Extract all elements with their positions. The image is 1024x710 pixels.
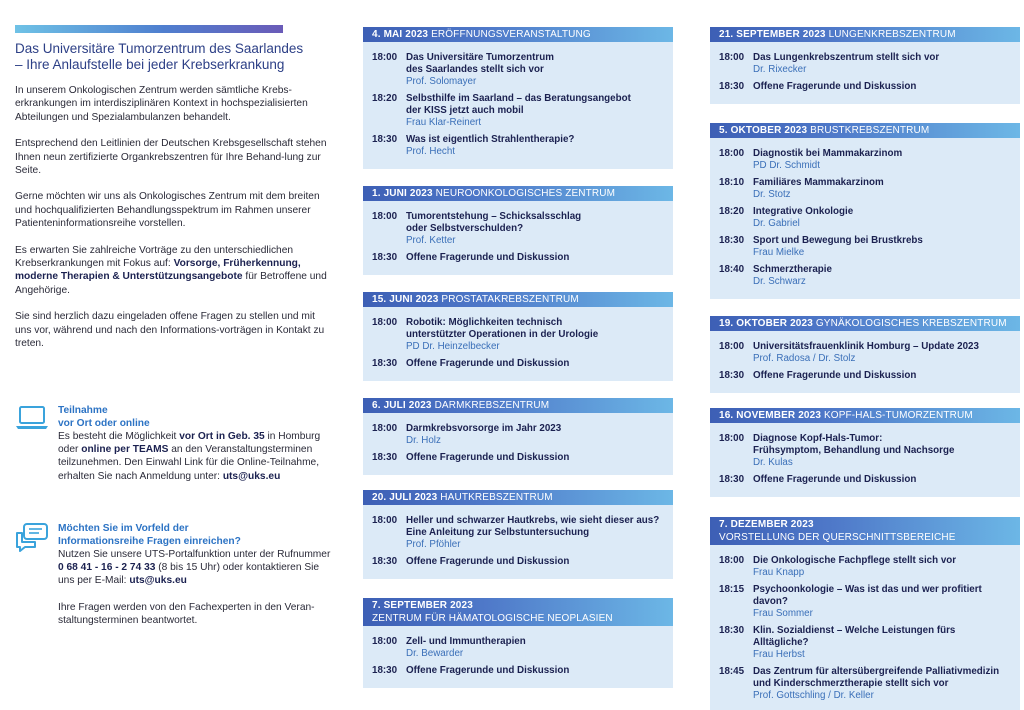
event-items — [363, 626, 673, 677]
event-item — [719, 206, 1012, 230]
event-speaker: Prof. Gottschling / Dr. Keller — [753, 690, 874, 701]
event-item — [719, 235, 1012, 259]
event-box — [710, 408, 1020, 497]
event-time: 18:30 — [719, 81, 745, 92]
event-title: Offene Fragerunde und Diskussion — [406, 252, 570, 263]
event-speaker: Dr. Rixecker — [753, 64, 807, 75]
event-date: 7. DEZEMBER 2023 — [719, 519, 814, 530]
event-item-body — [753, 148, 1012, 172]
event-item-body — [406, 211, 665, 247]
accent-bar — [15, 25, 283, 33]
event-box — [363, 27, 673, 169]
event-speaker: Prof. Pföhler — [406, 539, 461, 550]
event-title: Integrative Onkologie — [753, 206, 854, 217]
event-header — [710, 316, 1020, 331]
event-title: Offene Fragerunde und Diskussion — [406, 452, 570, 463]
event-items — [710, 138, 1020, 288]
event-title: Universitätsfrauenklinik Homburg – Update 2023 — [753, 341, 979, 352]
event-speaker: Dr. Holz — [406, 435, 441, 446]
event-topic: KOPF-HALS-TUMORZENTRUM — [823, 410, 973, 421]
event-box — [710, 517, 1020, 710]
event-item — [372, 636, 665, 660]
event-item — [719, 52, 1012, 76]
intro-title — [15, 41, 333, 73]
event-item-body — [406, 52, 665, 88]
participation-bold-2: online per TEAMS — [81, 444, 169, 456]
event-title: Offene Fragerunde und Diskussion — [406, 358, 570, 369]
event-item-body — [406, 556, 665, 568]
event-items — [363, 413, 673, 464]
event-item-body — [753, 264, 1012, 288]
event-item-body — [406, 636, 665, 660]
event-title: Zell- und Immuntherapien — [406, 636, 526, 647]
event-item — [719, 148, 1012, 172]
event-item — [372, 515, 665, 551]
event-item — [719, 625, 1012, 661]
event-title: Sport und Bewegung bei Brustkrebs — [753, 235, 923, 246]
event-item — [719, 666, 1012, 702]
event-time: 18:30 — [372, 252, 398, 263]
event-speaker: Prof. Solomayer — [406, 76, 477, 87]
intro-paragraph-2: Entsprechend den Leitlinien der Deutschen Krebsgesellschaft stehen Ihnen neun zertifizierte Organkrebszentren für Ihre Behand-lung zur Seite. — [15, 138, 327, 177]
event-title: Das Zentrum für altersübergreifende Palliativmedizin und Kinderschmerztherapie stellt sich vor — [753, 666, 1000, 689]
event-time: 18:30 — [372, 358, 398, 369]
event-box — [363, 186, 673, 275]
event-title: Klin. Sozialdienst – Welche Leistungen fürs Alltägliche? — [753, 625, 956, 648]
event-time: 18:40 — [719, 264, 745, 275]
event-item — [372, 134, 665, 158]
event-header — [363, 27, 673, 42]
event-item-body — [753, 666, 1012, 702]
event-item-body — [406, 423, 665, 447]
event-item — [372, 252, 665, 264]
event-box — [710, 123, 1020, 299]
event-item-body — [753, 625, 1012, 661]
event-item — [719, 584, 1012, 620]
event-title: Heller und schwarzer Hautkrebs, wie sieht dieser aus? Eine Anleitung zur Selbstuntersuchung — [406, 515, 660, 538]
event-item — [372, 452, 665, 464]
event-date: 20. JULI 2023 — [372, 492, 438, 503]
event-topic: LUNGENKREBSZENTRUM — [828, 29, 956, 40]
event-box — [710, 27, 1020, 104]
event-title: Tumorentstehung – Schicksalsschlag oder Selbstverschulden? — [406, 211, 582, 234]
event-speaker: Prof. Ketter — [406, 235, 456, 246]
event-topic: BRUSTKREBSZENTRUM — [810, 125, 930, 136]
event-item — [372, 665, 665, 677]
event-box — [363, 598, 673, 688]
event-time: 18:30 — [372, 452, 398, 463]
event-item-body — [406, 452, 665, 464]
event-time: 18:00 — [372, 515, 398, 526]
event-time: 18:30 — [372, 556, 398, 567]
event-speaker: Dr. Gabriel — [753, 218, 800, 229]
event-time: 18:00 — [372, 636, 398, 647]
event-date: 15. JUNI 2023 — [372, 294, 439, 305]
event-time: 18:00 — [372, 211, 398, 222]
event-box — [363, 398, 673, 475]
event-header — [363, 292, 673, 307]
event-title: Familiäres Mammakarzinom — [753, 177, 884, 188]
event-header — [710, 123, 1020, 138]
intro-p4-text-end: für Betroffene und Angehörige. — [15, 271, 327, 296]
intro-paragraph-4 — [15, 244, 333, 298]
event-time: 18:00 — [372, 52, 398, 63]
event-item — [372, 52, 665, 88]
participation-text — [58, 430, 333, 483]
questions-note: Ihre Fragen werden von den Fachexperten in den Veran-staltungsterminen beantwortet. — [58, 601, 315, 626]
laptop-icon — [15, 405, 49, 431]
event-time: 18:30 — [372, 665, 398, 676]
questions-text-1: Nutzen Sie unsere UTS-Portalfunktion unter der Rufnummer — [58, 549, 331, 560]
event-item-body — [753, 555, 1012, 579]
event-topic: HAUTKREBSZENTRUM — [440, 492, 553, 503]
questions-title-line-2: Informationsreihe Fragen einreichen? — [58, 535, 241, 547]
intro-paragraph-5: Sie sind herzlich dazu eingeladen offene Fragen zu stellen und mit uns vor, während und nach den Informations-vorträgen in Kontakt zu treten. — [15, 311, 325, 350]
questions-block — [15, 523, 333, 627]
participation-text-1: Es besteht die Möglichkeit — [58, 431, 180, 442]
event-header — [363, 490, 673, 505]
event-time: 18:15 — [719, 584, 745, 595]
event-speaker: Dr. Bewarder — [406, 648, 464, 659]
questions-title-line-1: Möchten Sie im Vorfeld der — [58, 523, 189, 534]
participation-title — [58, 405, 333, 430]
event-title: Offene Fragerunde und Diskussion — [753, 370, 917, 381]
intro-paragraph-1: In unserem Onkologischen Zentrum werden sämtliche Krebs-erkrankungen im interdisziplinären Kontext in hochspezialisierten Abteilungen und Spezialambulanzen behandelt. — [15, 85, 308, 123]
event-date: 16. NOVEMBER 2023 — [719, 410, 822, 421]
event-item — [372, 317, 665, 353]
event-items — [710, 423, 1020, 486]
event-header — [363, 186, 673, 201]
event-header — [710, 408, 1020, 423]
event-title: Offene Fragerunde und Diskussion — [406, 665, 570, 676]
event-date: 21. SEPTEMBER 2023 — [719, 29, 826, 40]
event-time: 18:00 — [719, 341, 745, 352]
event-item — [372, 93, 665, 129]
event-title: Offene Fragerunde und Diskussion — [406, 556, 570, 567]
event-time: 18:30 — [719, 370, 745, 381]
event-speaker: Dr. Kulas — [753, 457, 793, 468]
event-item-body — [753, 52, 1012, 76]
chat-bubbles-icon — [15, 523, 49, 549]
event-topic: ERÖFFNUNGSVERANSTALTUNG — [431, 29, 591, 40]
event-header — [710, 27, 1020, 42]
event-date: 5. OKTOBER 2023 — [719, 125, 808, 136]
event-title: Darmkrebsvorsorge im Jahr 2023 — [406, 423, 562, 434]
event-title: Das Universitäre Tumorzentrum des Saarlandes stellt sich vor — [406, 52, 554, 75]
event-item-body — [753, 584, 1012, 620]
event-title: Psychoonkologie – Was ist das und wer profitiert davon? — [753, 584, 982, 607]
event-box — [710, 316, 1020, 393]
event-item-body — [753, 370, 1012, 382]
event-speaker: Frau Klar-Reinert — [406, 117, 482, 128]
event-date: 7. SEPTEMBER 2023 — [372, 600, 473, 611]
event-item — [719, 81, 1012, 93]
event-title: Offene Fragerunde und Diskussion — [753, 474, 917, 485]
event-topic: VORSTELLUNG DER QUERSCHNITTSBEREICHE — [719, 531, 956, 543]
event-item — [719, 341, 1012, 365]
event-item-body — [406, 515, 665, 551]
event-item-body — [753, 177, 1012, 201]
intro-paragraph-3: Gerne möchten wir uns als Onkologisches Zentrum mit dem breiten und hochqualifizierten Behandlungsspektrum im Rahmen unserer Patienteninformationsreihe vorstellen. — [15, 191, 320, 230]
event-title: Offene Fragerunde und Diskussion — [753, 81, 917, 92]
event-item — [372, 358, 665, 370]
event-item-body — [753, 81, 1012, 93]
questions-text-2: (8 bis 15 Uhr) oder kontaktieren Sie uns per E-Mail: — [58, 562, 320, 587]
event-items — [363, 201, 673, 264]
intro-p4-text: Es erwarten Sie zahlreiche Vorträge zu den unterschiedlichen Krebserkrankungen mit Fokus auf: — [15, 244, 294, 270]
event-time: 18:30 — [372, 134, 398, 145]
event-title: Das Lungenkrebszentrum stellt sich vor — [753, 52, 940, 63]
event-speaker: PD Dr. Heinzelbecker — [406, 341, 500, 352]
event-time: 18:10 — [719, 177, 745, 188]
event-topic: ZENTRUM FÜR HÄMATOLOGISCHE NEOPLASIEN — [372, 612, 613, 624]
event-date: 19. OKTOBER 2023 — [719, 318, 813, 329]
participation-block — [15, 405, 333, 483]
event-time: 18:00 — [719, 148, 745, 159]
event-box — [363, 292, 673, 381]
event-title: Robotik: Möglichkeiten technisch unterstützter Operationen in der Urologie — [406, 317, 599, 340]
event-speaker: Dr. Schwarz — [753, 276, 806, 287]
event-item — [719, 555, 1012, 579]
participation-bold-1: vor Ort in Geb. 35 — [179, 431, 265, 442]
event-item-body — [753, 433, 1012, 469]
intro-title-line-2: – Ihre Anlaufstelle bei jeder Krebserkrankung — [15, 57, 285, 72]
event-speaker: Frau Herbst — [753, 649, 805, 660]
event-speaker: Dr. Stotz — [753, 189, 791, 200]
event-item-body — [406, 134, 665, 158]
event-item — [372, 556, 665, 568]
intro-title-line-1: Das Universitäre Tumorzentrum des Saarlandes — [15, 41, 304, 56]
event-time: 18:20 — [719, 206, 745, 217]
event-title: Was ist eigentlich Strahlentherapie? — [406, 134, 575, 145]
event-item — [719, 370, 1012, 382]
event-title: Die Onkologische Fachpflege stellt sich vor — [753, 555, 957, 566]
event-box — [363, 490, 673, 579]
event-speaker: PD Dr. Schmidt — [753, 160, 820, 171]
event-title: Selbsthilfe im Saarland – das Beratungsangebot der KISS jetzt auch mobil — [406, 93, 631, 116]
event-items — [363, 307, 673, 370]
event-items — [363, 505, 673, 568]
event-item-body — [406, 665, 665, 677]
questions-title — [58, 523, 333, 548]
event-item-body — [406, 252, 665, 264]
event-item-body — [406, 317, 665, 353]
event-item-body — [753, 474, 1012, 486]
event-time: 18:00 — [372, 423, 398, 434]
event-time: 18:00 — [719, 433, 745, 444]
event-item-body — [753, 206, 1012, 230]
event-header — [363, 398, 673, 413]
event-topic: NEUROONKOLOGISCHES ZENTRUM — [435, 188, 616, 199]
event-item — [719, 177, 1012, 201]
participation-text-3: an den Veranstaltungsterminen teilzunehmen. Den Einwahl Link für die Online-Teilnahme, erhalten Sie nach Anmeldung unter: — [58, 444, 320, 482]
event-speaker: Prof. Hecht — [406, 146, 456, 157]
event-date: 4. MAI 2023 — [372, 29, 429, 40]
event-time: 18:00 — [372, 317, 398, 328]
intro-p4-bold: Vorsorge, Früherkennung, moderne Therapien & Unterstützungsangebote — [15, 258, 301, 283]
event-time: 18:45 — [719, 666, 745, 677]
event-topic: PROSTATAKREBSZENTRUM — [441, 294, 579, 305]
event-speaker: Frau Mielke — [753, 247, 805, 258]
event-header — [363, 598, 673, 626]
event-time: 18:20 — [372, 93, 398, 104]
event-speaker: Frau Sommer — [753, 608, 813, 619]
participation-title-line-2: vor Ort oder online — [58, 417, 150, 429]
questions-text — [58, 548, 333, 588]
event-date: 1. JUNI 2023 — [372, 188, 433, 199]
event-title: Diagnostik bei Mammakarzinom — [753, 148, 903, 159]
intro-column — [15, 25, 333, 626]
participation-title-line-1: Teilnahme — [58, 405, 108, 416]
event-topic: DARMKREBSZENTRUM — [434, 400, 550, 411]
event-item-body — [406, 93, 665, 129]
event-item — [372, 211, 665, 247]
event-time: 18:00 — [719, 52, 745, 63]
event-date: 6. JULI 2023 — [372, 400, 432, 411]
event-title: Diagnose Kopf-Hals-Tumor: Frühsymptom, Behandlung und Nachsorge — [753, 433, 955, 456]
event-item-body — [753, 341, 1012, 365]
event-item-body — [406, 358, 665, 370]
event-speaker: Frau Knapp — [753, 567, 805, 578]
participation-text-2: in Homburg oder — [58, 431, 321, 456]
event-items — [710, 42, 1020, 93]
event-header — [710, 517, 1020, 545]
questions-email: uts@uks.eu — [129, 575, 187, 587]
event-items — [363, 42, 673, 158]
event-speaker: Prof. Radosa / Dr. Stolz — [753, 353, 856, 364]
event-items — [710, 545, 1020, 702]
event-topic: GYNÄKOLOGISCHES KREBSZENTRUM — [815, 318, 1007, 329]
event-items — [710, 331, 1020, 382]
event-time: 18:30 — [719, 235, 745, 246]
event-time: 18:00 — [719, 555, 745, 566]
participation-email: uts@uks.eu — [222, 470, 281, 482]
event-time: 18:30 — [719, 625, 745, 636]
event-item — [372, 423, 665, 447]
event-item — [719, 433, 1012, 469]
event-title: Schmerztherapie — [753, 264, 832, 275]
event-item — [719, 474, 1012, 486]
event-item-body — [753, 235, 1012, 259]
questions-phone: 0 68 41 - 16 - 2 74 33 — [58, 562, 156, 574]
event-item — [719, 264, 1012, 288]
event-time: 18:30 — [719, 474, 745, 485]
